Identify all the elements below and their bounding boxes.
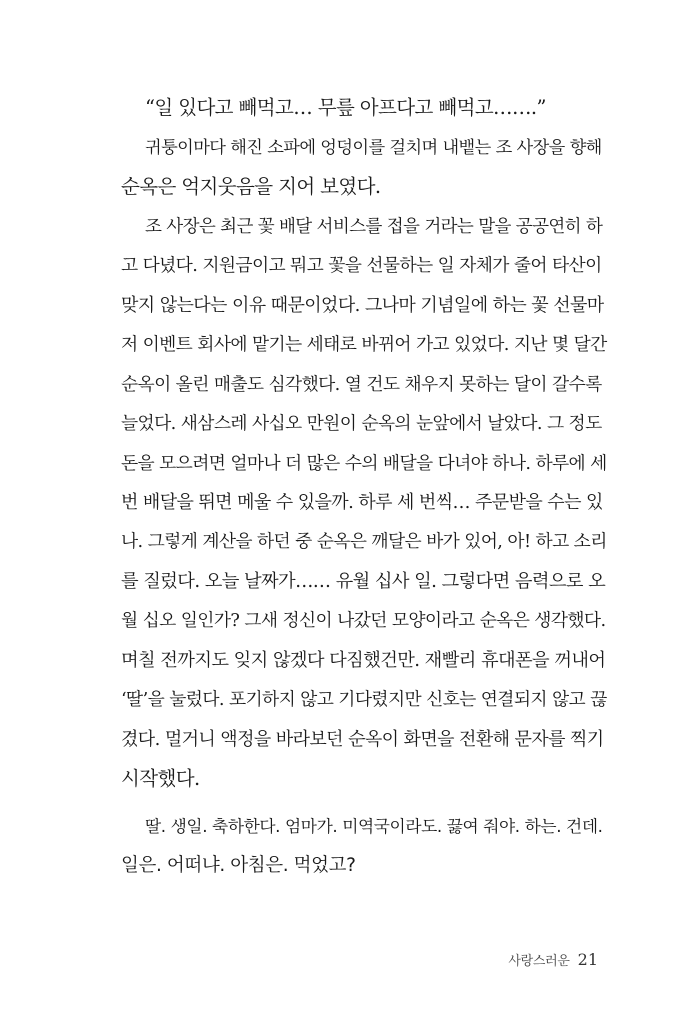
- paragraph-line: 저 이벤트 회사에 맡기는 세태로 바뀌어 가고 있었다. 지난 몇 달간: [121, 335, 607, 355]
- paragraph-line: 돈을 모으려면 얼마나 더 많은 수의 배달을 다녀야 하나. 하루에 세: [121, 454, 607, 474]
- page-number: 21: [577, 950, 598, 969]
- dialogue-line: “일 있다고 빼먹고… 무릎 아프다고 빼먹고…….”: [145, 96, 546, 119]
- paragraph-line: 겼다. 멀거니 액정을 바라보던 순옥이 화면을 전환해 문자를 찍기: [121, 729, 604, 750]
- paragraph-line: 순옥이 올린 매출도 심각했다. 열 건도 채우지 못하는 달이 갈수록: [121, 375, 602, 395]
- paragraph-line: 순옥은 억지웃음을 지어 보였다.: [121, 175, 381, 198]
- text-message-line: 일은. 어떠냐. 아침은. 먹었고?: [121, 855, 356, 876]
- paragraph-line: 를 질렀다. 오늘 날짜가…… 유월 십사 일. 그렇다면 음력으로 오: [121, 571, 606, 592]
- paragraph-line: 시작했다.: [121, 767, 200, 790]
- paragraph-line: 고 다녔다. 지원금이고 뭐고 꽃을 선물하는 일 자체가 줄어 타산이: [121, 256, 602, 276]
- paragraph-line: 며칠 전까지도 잊지 않겠다 다짐했건만. 재빨리 휴대폰을 꺼내어: [121, 650, 606, 671]
- paragraph-line: 월 십오 일인가? 그새 정신이 나갔던 모양이라고 순옥은 생각했다.: [121, 611, 606, 631]
- paragraph-line: 나. 그렇게 계산을 하던 중 순옥은 깨달은 바가 있어, 아! 하고 소리: [121, 532, 607, 552]
- paragraph-line: 귀퉁이마다 해진 소파에 엉덩이를 걸치며 내뱉는 조 사장을 향해: [145, 138, 602, 158]
- running-title: 사랑스러운: [508, 954, 570, 969]
- paragraph-line: ‘딸’을 눌렀다. 포기하지 않고 기다렸지만 신호는 연결되지 않고 끊: [121, 690, 607, 710]
- page-footer: [508, 950, 598, 969]
- paragraph-line: 번 배달을 뛰면 메울 수 있을까. 하루 세 번씩… 주문받을 수는 있: [121, 492, 603, 513]
- paragraph-line: 조 사장은 최근 꽃 배달 서비스를 접을 거라는 말을 공공연히 하: [145, 217, 603, 237]
- paragraph-line: 늘었다. 새삼스레 사십오 만원이 순옥의 눈앞에서 날았다. 그 정도: [121, 414, 602, 434]
- text-message-line: 딸. 생일. 축하한다. 엄마가. 미역국이라도. 끓여 줘야. 하는. 건데.: [145, 816, 603, 836]
- paragraph-line: 맞지 않는다는 이유 때문이었다. 그나마 기념일에 하는 꽃 선물마: [121, 295, 604, 316]
